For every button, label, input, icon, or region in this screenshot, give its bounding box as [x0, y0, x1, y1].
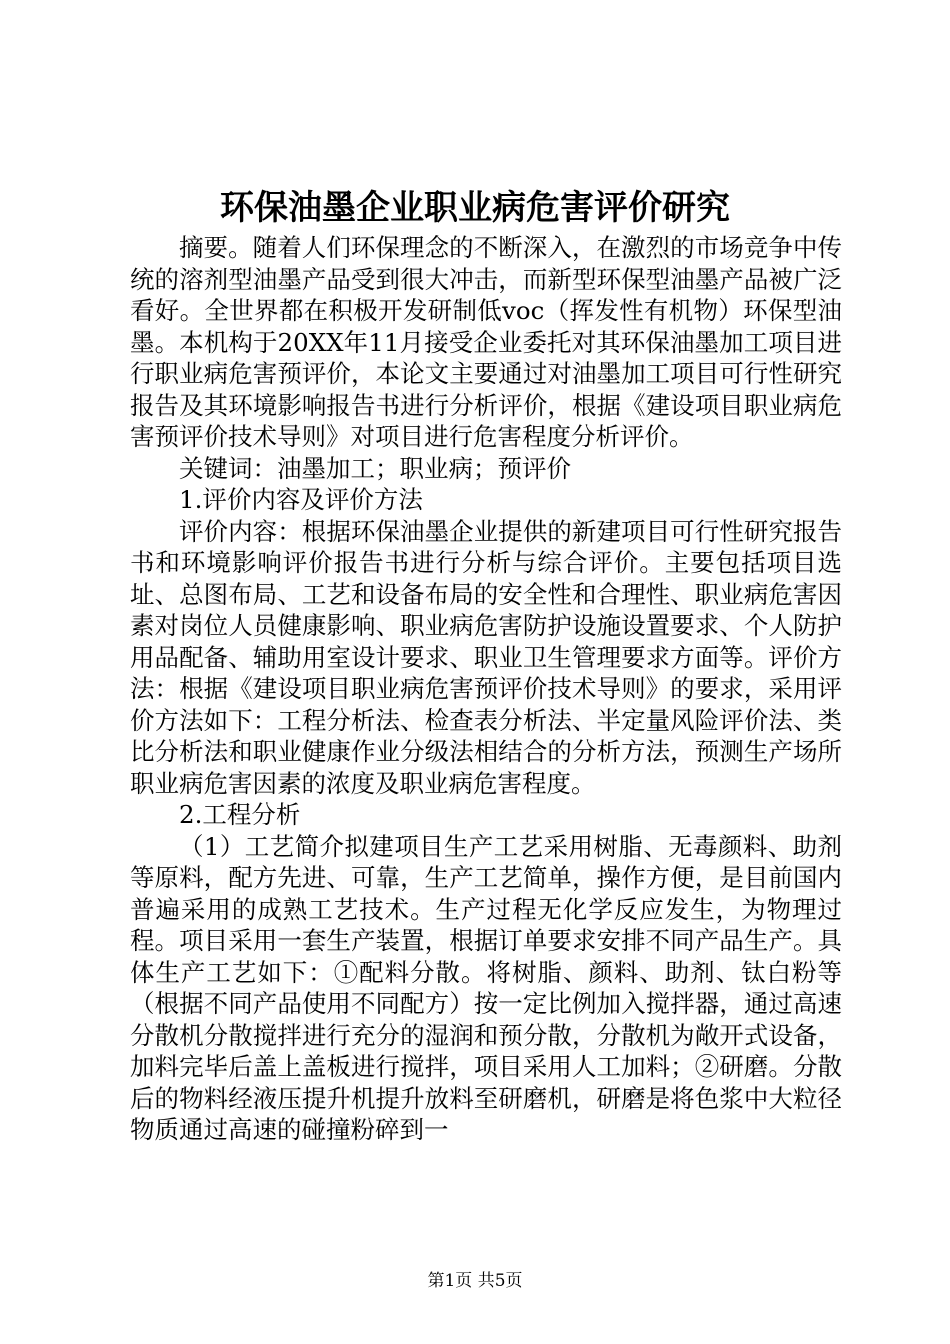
keywords-line: 关键词：油墨加工；职业病；预评价 [179, 453, 571, 483]
abstract-paragraph: 摘要。随着人们环保理念的不断深入，在激烈的市场竞争中传统的溶剂型油墨产品受到很大冲击，而新型环保型油墨产品被广泛看好。全世界都在积极开发研制低voc（挥发性有机物）环保型油墨。本机构于20XX年11月接受企业委托对其环保油墨加工项目进行职业病危害预评价，本论文主要通过对油墨加工项目可行性研究报告及其环境影响报告书进行分析评价，根据《建设项目职业病危害预评价技术导则》对项目进行危害程度分析评价。 [130, 233, 842, 451]
section-1-paragraph: 评价内容：根据环保油墨企业提供的新建项目可行性研究报告书和环境影响评价报告书进行分析与综合评价。主要包括项目选址、总图布局、工艺和设备布局的安全性和合理性、职业病危害因素对岗位人员健康影响、职业病危害防护设施设置要求、个人防护用品配备、辅助用室设计要求、职业卫生管理要求方面等。评价方法：根据《建设项目职业病危害预评价技术导则》的要求，采用评价方法如下：工程分析法、检查表分析法、半定量风险评价法、类比分析法和职业健康作业分级法相结合的分析方法，预测生产场所职业病危害因素的浓度及职业病危害程度。 [130, 516, 842, 798]
document-title: 环保油墨企业职业病危害评价研究 [220, 188, 730, 228]
section-1-heading: 1.评价内容及评价方法 [179, 485, 423, 514]
page-footer: 第1页 共5页 [427, 1271, 523, 1291]
section-2-heading: 2.工程分析 [179, 800, 301, 829]
document-body [130, 232, 842, 1146]
section-2-paragraph: （1）工艺简介拟建项目生产工艺采用树脂、无毒颜料、助剂等原料，配方先进、可靠，生产工艺简单，操作方便，是目前国内普遍采用的成熟工艺技术。生产过程无化学反应发生，为物理过程。项目采用一套生产装置，根据订单要求安排不同产品生产。具体生产工艺如下：①配料分散。将树脂、颜料、助剂、钛白粉等（根据不同产品使用不同配方）按一定比例加入搅拌器，通过高速分散机分散搅拌进行充分的湿润和预分散，分散机为敞开式设备，加料完毕后盖上盖板进行搅拌，项目采用人工加料；②研磨。分散后的物料经液压提升机提升放料至研磨机，研磨是将色浆中大粒径物质通过高速的碰撞粉碎到一 [130, 831, 842, 1144]
